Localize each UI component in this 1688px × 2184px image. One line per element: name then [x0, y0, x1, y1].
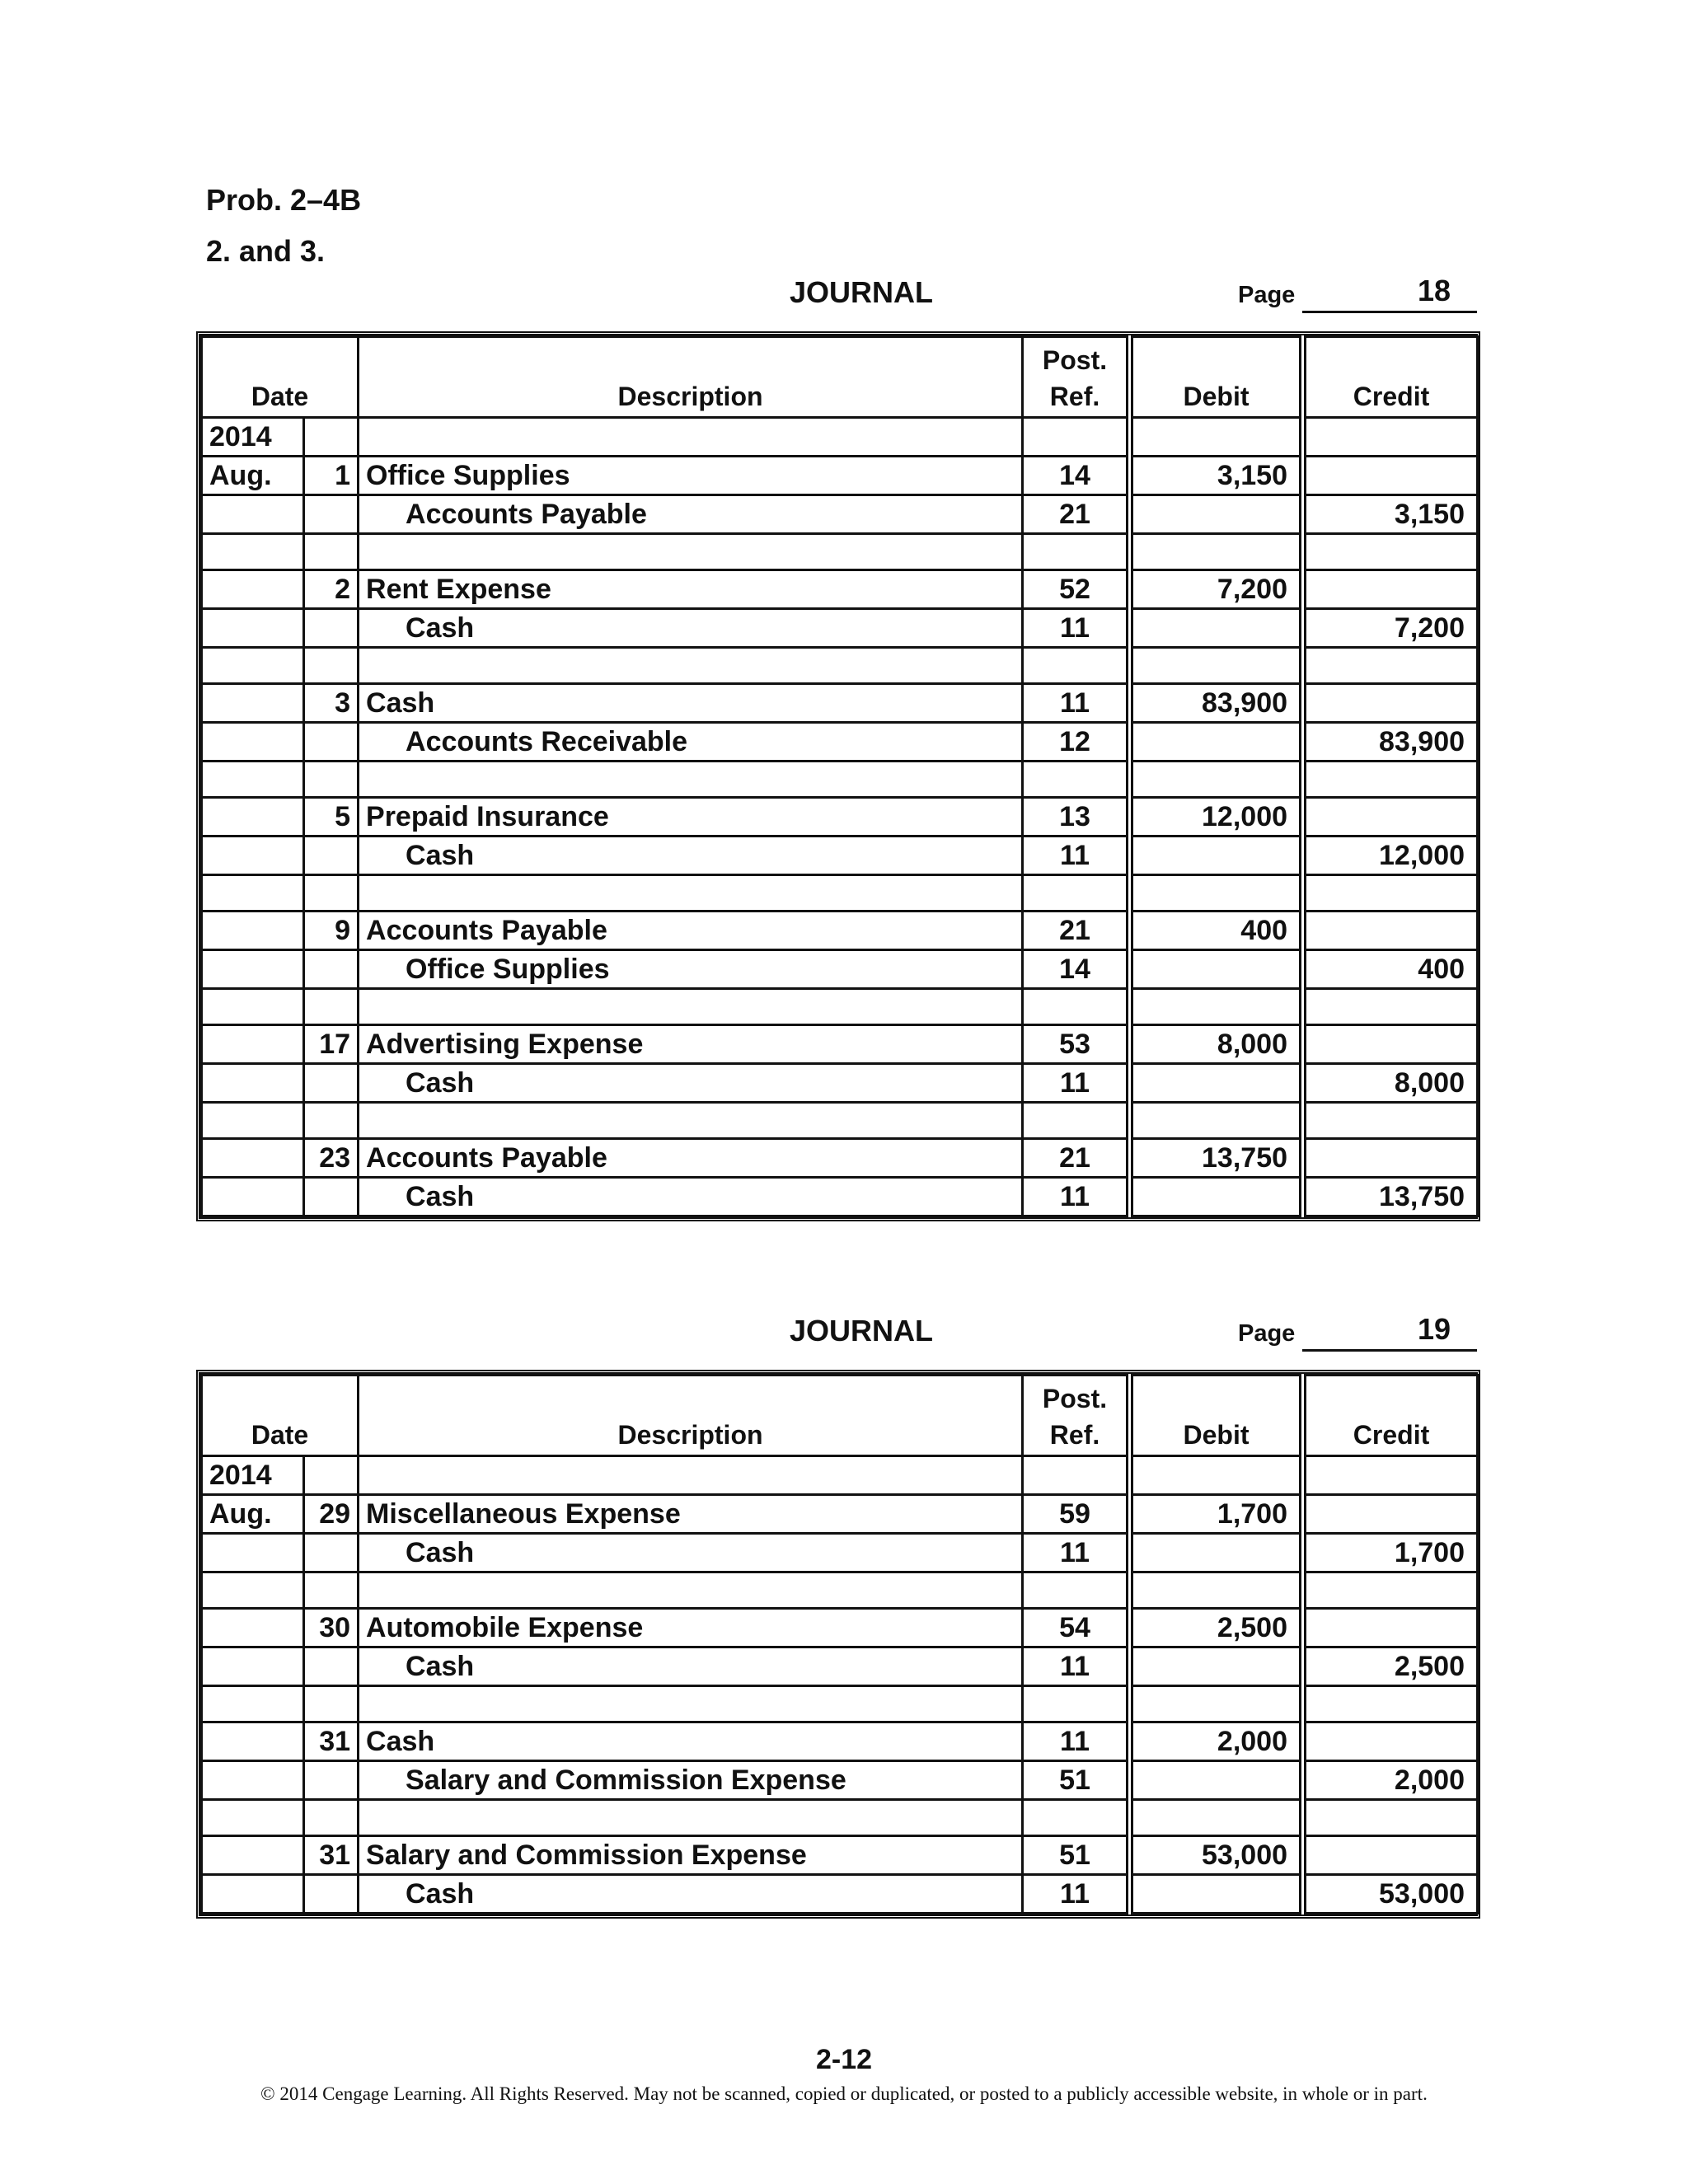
description-cell: Cash: [359, 609, 1023, 648]
col-post-label: Post.: [1042, 345, 1108, 375]
col-ref-label: Ref.: [1049, 1420, 1100, 1450]
table-row: [202, 798, 1478, 837]
page-label-1: Page: [1238, 282, 1296, 308]
post-ref-cell: [1023, 1103, 1130, 1139]
post-ref-cell: 14: [1023, 950, 1130, 989]
parts-label: 2. and 3.: [206, 234, 326, 268]
col-credit-header: Credit: [1303, 1376, 1478, 1456]
credit-cell: 3,150: [1303, 495, 1478, 534]
day-cell: 3: [304, 684, 359, 723]
date-cell: 2014: [202, 418, 304, 457]
col-postref-header: [1023, 337, 1130, 418]
description-cell: Rent Expense: [359, 570, 1023, 609]
post-ref-cell: 12: [1023, 723, 1130, 762]
description-cell: [359, 989, 1023, 1025]
post-ref-cell: 59: [1023, 1495, 1130, 1534]
description-cell: Cash: [359, 1178, 1023, 1216]
description-cell: Accounts Payable: [359, 495, 1023, 534]
credit-cell: 2,500: [1303, 1647, 1478, 1686]
description-cell: [359, 1103, 1023, 1139]
date-cell: [202, 1139, 304, 1178]
debit-cell: 8,000: [1130, 1025, 1303, 1064]
credit-cell: 13,750: [1303, 1178, 1478, 1216]
journal-body-1: [202, 418, 1478, 1216]
date-cell: [202, 1609, 304, 1647]
date-cell: [202, 1572, 304, 1609]
table-row: [202, 1722, 1478, 1761]
table-row: [202, 1456, 1478, 1495]
credit-cell: 1,700: [1303, 1534, 1478, 1572]
table-row: [202, 1686, 1478, 1722]
table-row: [202, 684, 1478, 723]
credit-cell: [1303, 798, 1478, 837]
post-ref-cell: [1023, 762, 1130, 798]
post-ref-cell: 21: [1023, 495, 1130, 534]
post-ref-cell: [1023, 1572, 1130, 1609]
table-row: [202, 1647, 1478, 1686]
col-postref-header: [1023, 1376, 1130, 1456]
date-cell: Aug.: [202, 1495, 304, 1534]
debit-cell: 400: [1130, 912, 1303, 950]
journal-table-1: [200, 335, 1479, 1217]
page-number-1: 18: [1302, 274, 1477, 313]
credit-cell: 12,000: [1303, 837, 1478, 875]
date-cell: [202, 1761, 304, 1800]
table-row: [202, 1064, 1478, 1103]
day-cell: [304, 762, 359, 798]
date-cell: [202, 1722, 304, 1761]
day-cell: 29: [304, 1495, 359, 1534]
day-cell: [304, 989, 359, 1025]
debit-cell: [1130, 1800, 1303, 1836]
post-ref-cell: 11: [1023, 609, 1130, 648]
credit-cell: [1303, 1495, 1478, 1534]
col-description-header: Description: [359, 337, 1023, 418]
credit-cell: 400: [1303, 950, 1478, 989]
credit-cell: [1303, 457, 1478, 495]
credit-cell: [1303, 570, 1478, 609]
day-cell: [304, 609, 359, 648]
journal-table-2: [200, 1374, 1479, 1915]
date-cell: [202, 1103, 304, 1139]
description-cell: Office Supplies: [359, 950, 1023, 989]
post-ref-cell: [1023, 1456, 1130, 1495]
table-row: [202, 1761, 1478, 1800]
table-row: [202, 609, 1478, 648]
debit-cell: [1130, 875, 1303, 912]
date-cell: [202, 723, 304, 762]
credit-cell: [1303, 1103, 1478, 1139]
table-row: [202, 1836, 1478, 1875]
description-cell: Cash: [359, 1064, 1023, 1103]
day-cell: 9: [304, 912, 359, 950]
day-cell: [304, 950, 359, 989]
table-row: [202, 1875, 1478, 1914]
journal-table-frame-2: [196, 1370, 1480, 1919]
footer-page-number: 2-12: [815, 2044, 873, 2075]
description-cell: Accounts Payable: [359, 912, 1023, 950]
debit-cell: [1130, 1534, 1303, 1572]
table-row: [202, 1495, 1478, 1534]
credit-cell: 2,000: [1303, 1761, 1478, 1800]
date-cell: [202, 950, 304, 989]
table-row: [202, 570, 1478, 609]
day-cell: [304, 534, 359, 570]
table-row: [202, 1800, 1478, 1836]
col-debit-header: Debit: [1130, 1376, 1303, 1456]
post-ref-cell: 21: [1023, 1139, 1130, 1178]
journal-title-1: JOURNAL: [790, 275, 934, 309]
date-cell: [202, 684, 304, 723]
table-row: [202, 875, 1478, 912]
date-cell: [202, 1836, 304, 1875]
col-date-header: Date: [202, 1376, 359, 1456]
post-ref-cell: 11: [1023, 1875, 1130, 1914]
post-ref-cell: 11: [1023, 1647, 1130, 1686]
day-cell: [304, 495, 359, 534]
credit-cell: 7,200: [1303, 609, 1478, 648]
debit-cell: [1130, 723, 1303, 762]
journal-table-frame-1: [196, 331, 1480, 1221]
debit-cell: 1,700: [1130, 1495, 1303, 1534]
description-cell: Advertising Expense: [359, 1025, 1023, 1064]
day-cell: 30: [304, 1609, 359, 1647]
credit-cell: 83,900: [1303, 723, 1478, 762]
debit-cell: [1130, 418, 1303, 457]
date-cell: [202, 1875, 304, 1914]
table-row: [202, 1572, 1478, 1609]
table-row: [202, 723, 1478, 762]
table-row: [202, 534, 1478, 570]
post-ref-cell: [1023, 989, 1130, 1025]
post-ref-cell: [1023, 534, 1130, 570]
credit-cell: [1303, 1609, 1478, 1647]
debit-cell: [1130, 950, 1303, 989]
day-cell: [304, 1534, 359, 1572]
day-cell: [304, 723, 359, 762]
date-cell: 2014: [202, 1456, 304, 1495]
table-row: [202, 648, 1478, 684]
day-cell: 23: [304, 1139, 359, 1178]
date-cell: [202, 837, 304, 875]
description-cell: Accounts Receivable: [359, 723, 1023, 762]
description-cell: Cash: [359, 1875, 1023, 1914]
debit-cell: [1130, 495, 1303, 534]
post-ref-cell: [1023, 1800, 1130, 1836]
date-cell: [202, 1647, 304, 1686]
description-cell: Cash: [359, 1647, 1023, 1686]
credit-cell: [1303, 534, 1478, 570]
debit-cell: 2,500: [1130, 1609, 1303, 1647]
description-cell: Salary and Commission Expense: [359, 1836, 1023, 1875]
post-ref-cell: 11: [1023, 1064, 1130, 1103]
credit-cell: [1303, 1572, 1478, 1609]
post-ref-cell: 11: [1023, 684, 1130, 723]
debit-cell: 7,200: [1130, 570, 1303, 609]
problem-label: Prob. 2–4B: [206, 183, 362, 217]
credit-cell: [1303, 1456, 1478, 1495]
date-cell: [202, 1025, 304, 1064]
description-cell: Cash: [359, 837, 1023, 875]
credit-cell: [1303, 1836, 1478, 1875]
page-number-2: 19: [1302, 1312, 1477, 1352]
col-ref-label: Ref.: [1049, 382, 1100, 411]
day-cell: [304, 1178, 359, 1216]
credit-cell: [1303, 1800, 1478, 1836]
description-cell: Miscellaneous Expense: [359, 1495, 1023, 1534]
table-row: [202, 418, 1478, 457]
date-cell: [202, 1534, 304, 1572]
post-ref-cell: 11: [1023, 1534, 1130, 1572]
post-ref-cell: [1023, 648, 1130, 684]
post-ref-cell: 11: [1023, 1178, 1130, 1216]
table-row: [202, 1178, 1478, 1216]
col-credit-header: Credit: [1303, 337, 1478, 418]
description-cell: Cash: [359, 684, 1023, 723]
debit-cell: [1130, 1761, 1303, 1800]
credit-cell: 8,000: [1303, 1064, 1478, 1103]
description-cell: Office Supplies: [359, 457, 1023, 495]
description-cell: [359, 534, 1023, 570]
credit-cell: [1303, 989, 1478, 1025]
debit-cell: 2,000: [1130, 1722, 1303, 1761]
day-cell: [304, 875, 359, 912]
day-cell: [304, 1103, 359, 1139]
date-cell: [202, 762, 304, 798]
debit-cell: [1130, 989, 1303, 1025]
description-cell: Prepaid Insurance: [359, 798, 1023, 837]
date-cell: [202, 989, 304, 1025]
post-ref-cell: 14: [1023, 457, 1130, 495]
date-cell: [202, 648, 304, 684]
post-ref-cell: [1023, 1686, 1130, 1722]
credit-cell: [1303, 1025, 1478, 1064]
day-cell: [304, 1686, 359, 1722]
debit-cell: [1130, 1103, 1303, 1139]
table-row: [202, 1139, 1478, 1178]
post-ref-cell: 11: [1023, 1722, 1130, 1761]
description-cell: Accounts Payable: [359, 1139, 1023, 1178]
description-cell: [359, 875, 1023, 912]
day-cell: 2: [304, 570, 359, 609]
credit-cell: [1303, 875, 1478, 912]
post-ref-cell: [1023, 875, 1130, 912]
description-cell: [359, 648, 1023, 684]
date-cell: [202, 495, 304, 534]
date-cell: [202, 1800, 304, 1836]
post-ref-cell: 21: [1023, 912, 1130, 950]
date-cell: [202, 912, 304, 950]
day-cell: 1: [304, 457, 359, 495]
date-cell: [202, 875, 304, 912]
description-cell: Cash: [359, 1722, 1023, 1761]
date-cell: [202, 609, 304, 648]
credit-cell: [1303, 1686, 1478, 1722]
footer-copyright: © 2014 Cengage Learning. All Rights Reserved. May not be scanned, copied or duplicated, or posted to a publicly accessible website, in whole or in part.: [260, 2083, 1428, 2104]
post-ref-cell: 11: [1023, 837, 1130, 875]
table-row: [202, 912, 1478, 950]
day-cell: [304, 837, 359, 875]
debit-cell: 13,750: [1130, 1139, 1303, 1178]
day-cell: [304, 1761, 359, 1800]
description-cell: Automobile Expense: [359, 1609, 1023, 1647]
table-row: [202, 495, 1478, 534]
col-description-header: Description: [359, 1376, 1023, 1456]
date-cell: [202, 1686, 304, 1722]
debit-cell: 53,000: [1130, 1836, 1303, 1875]
debit-cell: [1130, 1647, 1303, 1686]
table-row: [202, 762, 1478, 798]
credit-cell: [1303, 418, 1478, 457]
debit-cell: [1130, 1875, 1303, 1914]
description-cell: [359, 1686, 1023, 1722]
date-cell: [202, 1178, 304, 1216]
day-cell: 17: [304, 1025, 359, 1064]
description-cell: [359, 1800, 1023, 1836]
description-cell: [359, 418, 1023, 457]
credit-cell: [1303, 912, 1478, 950]
debit-cell: [1130, 1064, 1303, 1103]
debit-cell: [1130, 1572, 1303, 1609]
table-row: [202, 1103, 1478, 1139]
post-ref-cell: 53: [1023, 1025, 1130, 1064]
debit-cell: 12,000: [1130, 798, 1303, 837]
table-row: [202, 989, 1478, 1025]
day-cell: [304, 1647, 359, 1686]
post-ref-cell: 51: [1023, 1836, 1130, 1875]
post-ref-cell: [1023, 418, 1130, 457]
table-row: [202, 837, 1478, 875]
debit-cell: 3,150: [1130, 457, 1303, 495]
day-cell: 5: [304, 798, 359, 837]
day-cell: 31: [304, 1836, 359, 1875]
credit-cell: [1303, 684, 1478, 723]
day-cell: [304, 1875, 359, 1914]
col-post-label: Post.: [1042, 1384, 1108, 1413]
debit-cell: 83,900: [1130, 684, 1303, 723]
description-cell: Cash: [359, 1534, 1023, 1572]
day-cell: 31: [304, 1722, 359, 1761]
debit-cell: [1130, 762, 1303, 798]
debit-cell: [1130, 1456, 1303, 1495]
date-cell: [202, 534, 304, 570]
debit-cell: [1130, 837, 1303, 875]
description-cell: [359, 1456, 1023, 1495]
day-cell: [304, 1572, 359, 1609]
credit-cell: [1303, 1139, 1478, 1178]
description-cell: [359, 1572, 1023, 1609]
table-row: [202, 1609, 1478, 1647]
credit-cell: [1303, 762, 1478, 798]
post-ref-cell: 51: [1023, 1761, 1130, 1800]
table-row: [202, 1025, 1478, 1064]
day-cell: [304, 418, 359, 457]
credit-cell: 53,000: [1303, 1875, 1478, 1914]
day-cell: [304, 648, 359, 684]
day-cell: [304, 1064, 359, 1103]
date-cell: [202, 798, 304, 837]
credit-cell: [1303, 648, 1478, 684]
debit-cell: [1130, 609, 1303, 648]
debit-cell: [1130, 648, 1303, 684]
col-date-header: Date: [202, 337, 359, 418]
journal-body-2: [202, 1456, 1478, 1914]
description-cell: [359, 762, 1023, 798]
credit-cell: [1303, 1722, 1478, 1761]
debit-cell: [1130, 1178, 1303, 1216]
date-cell: Aug.: [202, 457, 304, 495]
post-ref-cell: 54: [1023, 1609, 1130, 1647]
page-label-2: Page: [1238, 1320, 1296, 1347]
table-row: [202, 457, 1478, 495]
post-ref-cell: 52: [1023, 570, 1130, 609]
day-cell: [304, 1800, 359, 1836]
table-row: [202, 1534, 1478, 1572]
post-ref-cell: 13: [1023, 798, 1130, 837]
debit-cell: [1130, 534, 1303, 570]
col-debit-header: Debit: [1130, 337, 1303, 418]
day-cell: [304, 1456, 359, 1495]
date-cell: [202, 570, 304, 609]
date-cell: [202, 1064, 304, 1103]
journal-title-2: JOURNAL: [790, 1314, 934, 1347]
description-cell: Salary and Commission Expense: [359, 1761, 1023, 1800]
debit-cell: [1130, 1686, 1303, 1722]
table-row: [202, 950, 1478, 989]
